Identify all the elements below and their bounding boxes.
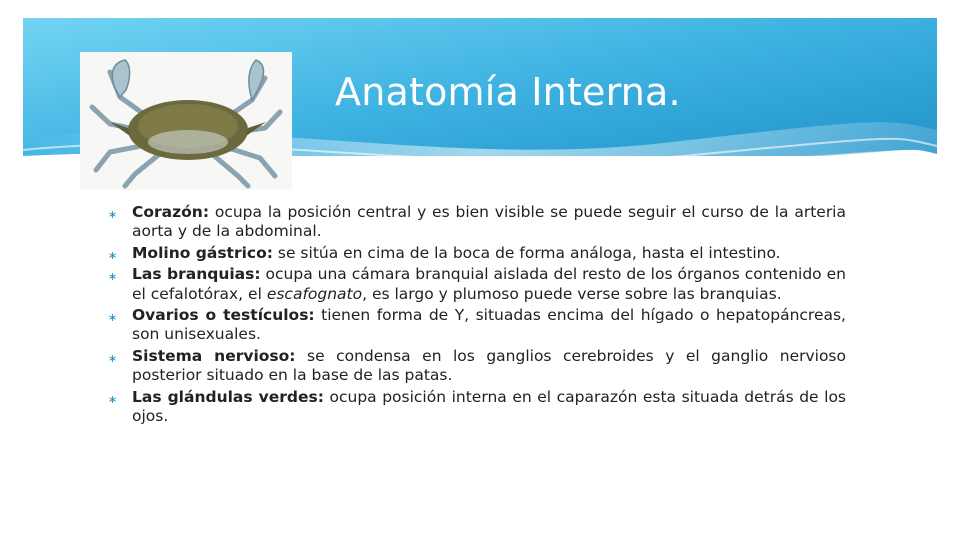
bullet-marker-icon: ∗ (108, 248, 118, 262)
bullet-term: Ovarios o testículos: (132, 306, 315, 325)
bullet-term: Molino gástrico: (132, 243, 273, 262)
bullet-list (108, 203, 846, 428)
bullet-text: ocupa una cámara branquial aislada del resto de los órganos contenido en el cefalotórax, el (132, 265, 846, 303)
bullet-marker-icon: ∗ (108, 208, 118, 221)
crab-photo-icon (80, 52, 292, 190)
bullet-term: Sistema nervioso: (132, 346, 296, 365)
bullet-text: ocupa posición interna en el caparazón esta situada detrás de los ojos. (132, 387, 846, 426)
bullet-marker-icon: ∗ (108, 270, 118, 284)
bullet-term: Las glándulas verdes: (132, 387, 324, 406)
bullet-text-after: , es largo y plumoso puede verse sobre las branquias. (362, 284, 782, 303)
list-item (108, 347, 846, 386)
list-item (108, 244, 846, 263)
bullet-term: Las branquias: (132, 265, 261, 284)
bullet-text: tienen forma de Y, situadas encima del hígado o hepatopáncreas, son unisexuales. (132, 306, 846, 344)
bullet-text: ocupa la posición central y es bien visible se puede seguir el curso de la arteria aorta y de la abdominal. (132, 203, 846, 241)
bullet-text: se condensa en los ganglios cerebroides y el ganglio nervioso posterior situado en la base de las patas. (132, 346, 846, 385)
list-item (108, 306, 846, 345)
bullet-text: se sitúa en cima de la boca de forma análoga, hasta el intestino. (272, 243, 781, 262)
bullet-term: Corazón: (132, 203, 210, 221)
bullet-marker-icon: ∗ (108, 351, 118, 365)
list-item (108, 388, 846, 427)
list-item (108, 203, 846, 242)
slide-title: Anatomía Interna. (335, 70, 681, 114)
list-item (108, 265, 846, 304)
bullet-marker-icon: ∗ (108, 392, 118, 406)
bullet-italic-term: escafognato (266, 284, 363, 303)
bullet-marker-icon: ∗ (108, 311, 118, 325)
